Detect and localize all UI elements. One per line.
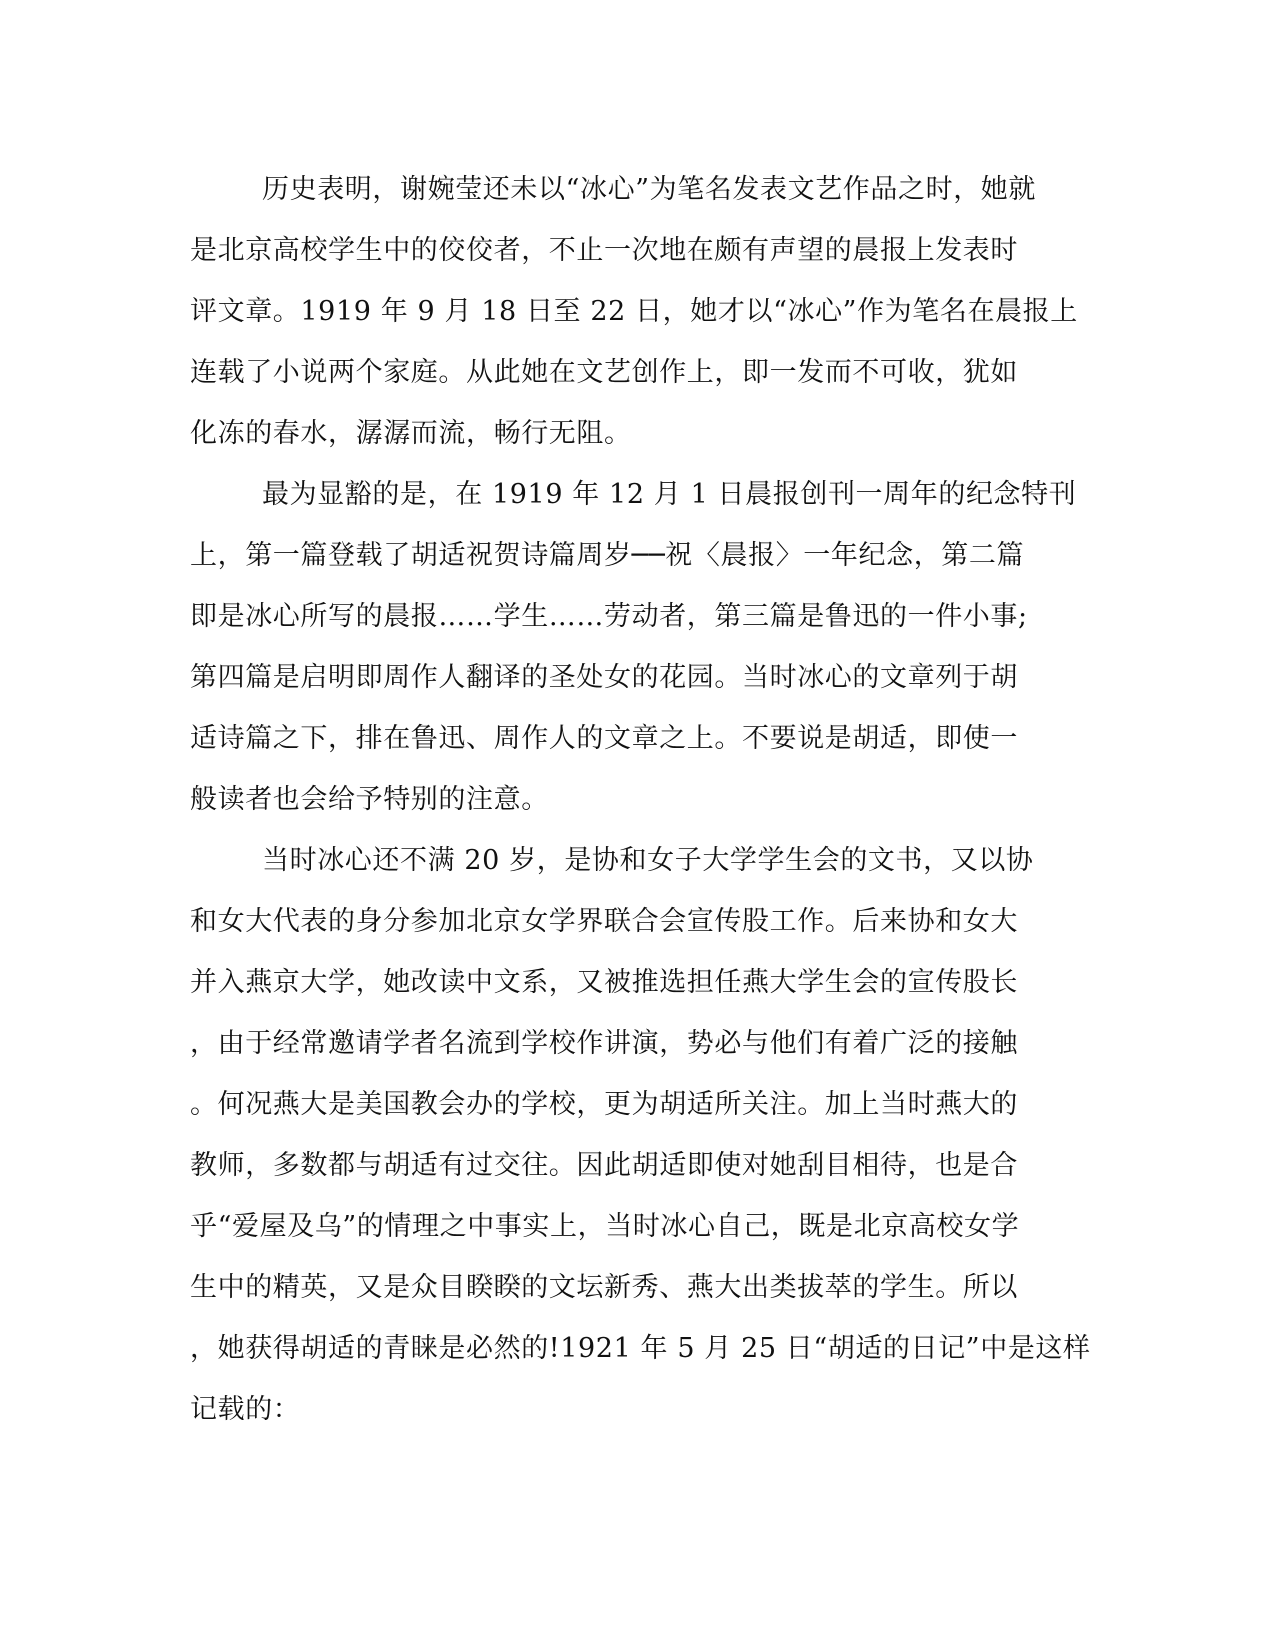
- text-line: 。何况燕大是美国教会办的学校，更为胡适所关注。加上当时燕大的: [190, 1089, 1018, 1120]
- text-line: 连载了小说两个家庭。从此她在文艺创作上，即一发而不可收，犹如: [190, 357, 1018, 388]
- text-line: ，由于经常邀请学者名流到学校作讲演，势必与他们有着广泛的接触: [190, 1028, 1018, 1059]
- text-line: 上，第一篇登载了胡适祝贺诗篇周岁──祝〈晨报〉一年纪念，第二篇: [190, 540, 1025, 571]
- text-line: 般读者也会给予特别的注意。: [190, 784, 549, 815]
- text-line: 适诗篇之下，排在鲁迅、周作人的文章之上。不要说是胡适，即使一: [190, 723, 1018, 754]
- text-line: 即是冰心所写的晨报……学生……劳动者，第三篇是鲁迅的一件小事;: [190, 601, 1028, 632]
- text-line: 教师，多数都与胡适有过交往。因此胡适即使对她刮目相待，也是合: [190, 1150, 1018, 1181]
- text-line: 是北京高校学生中的佼佼者，不止一次地在颇有声望的晨报上发表时: [190, 235, 1018, 266]
- text-line: 生中的精英，又是众目睽睽的文坛新秀、燕大出类拔萃的学生。所以: [190, 1272, 1018, 1303]
- text-line: 当时冰心还不满 20 岁，是协和女子大学学生会的文书，又以协: [262, 845, 1034, 876]
- text-line: ，她获得胡适的青睐是必然的!1921 年 5 月 25 日“胡适的日记”中是这样: [190, 1333, 1091, 1364]
- text-line: 化冻的春水，潺潺而流，畅行无阻。: [190, 418, 632, 449]
- text-line: 并入燕京大学，她改读中文系，又被推选担任燕大学生会的宣传股长: [190, 967, 1018, 998]
- text-line: 和女大代表的身分参加北京女学界联合会宣传股工作。后来协和女大: [190, 906, 1018, 937]
- text-line: 最为显豁的是，在 1919 年 12 月 1 日晨报创刊一周年的纪念特刊: [262, 479, 1077, 510]
- text-line: 历史表明，谢婉莹还未以“冰心”为笔名发表文艺作品之时，她就: [262, 174, 1037, 205]
- text-line: 记载的：: [190, 1394, 301, 1425]
- text-line: 第四篇是启明即周作人翻译的圣处女的花园。当时冰心的文章列于胡: [190, 662, 1018, 693]
- text-line: 乎“爱屋及乌”的情理之中事实上，当时冰心自己，既是北京高校女学: [190, 1211, 1020, 1242]
- text-line: 评文章。1919 年 9 月 18 日至 22 日，她才以“冰心”作为笔名在晨报上: [190, 296, 1078, 327]
